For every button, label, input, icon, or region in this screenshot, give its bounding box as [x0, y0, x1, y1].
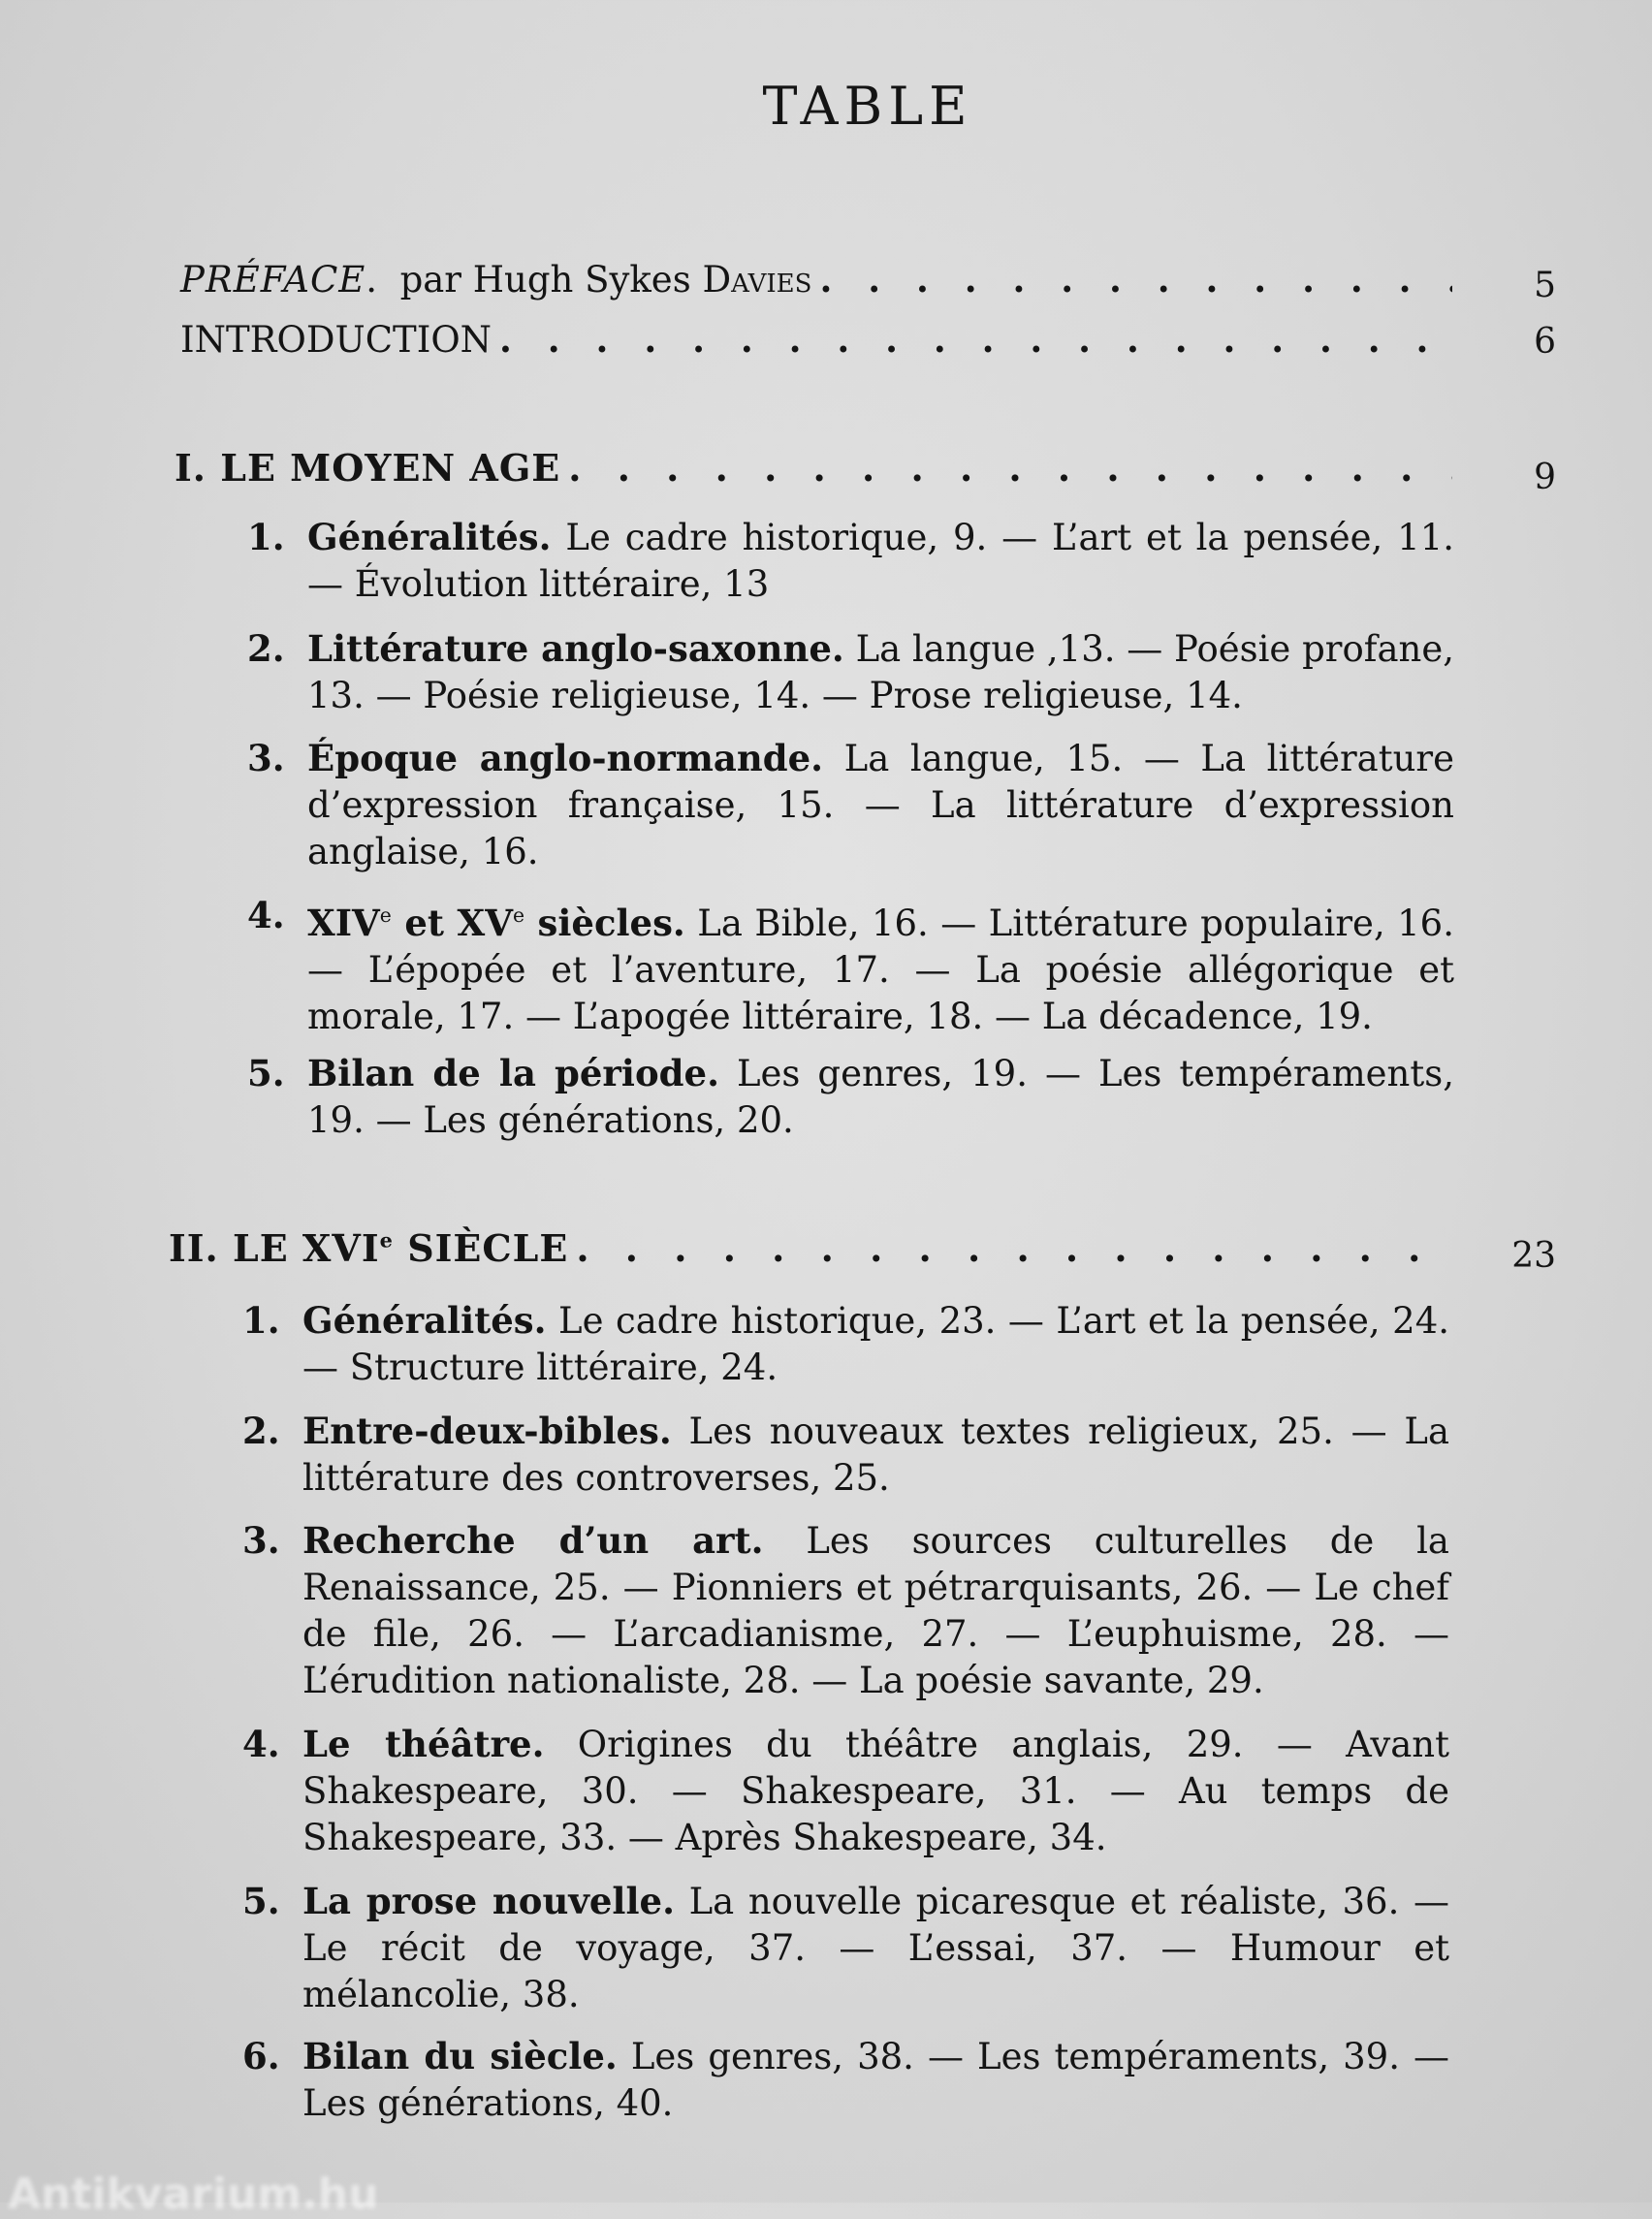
- entry-text: Le cadre historique, 9. — L’art et la pensée, 11. — Évolution littéraire, 13: [307, 517, 1455, 605]
- part-title: I. LE MOYEN AGE: [175, 446, 561, 490]
- toc-entry: [247, 1050, 1454, 1144]
- entry-heading: Généralités.: [302, 1299, 547, 1342]
- entry-text: Les genres, 38. — Les tempéraments, 39. — Les générations, 40.: [302, 2036, 1450, 2124]
- toc-entry: [242, 2033, 1449, 2127]
- entry-text: Le cadre historique, 23. — L’art et la pensée, 24. — Structure littéraire, 24.: [302, 1300, 1449, 1388]
- preface-label: PRÉFACE: [180, 259, 366, 301]
- entry-number: 2.: [247, 627, 285, 670]
- entry-number: 5.: [242, 1880, 280, 1922]
- entry-number: 1.: [242, 1299, 280, 1342]
- entry-heading: Entre-deux-bibles.: [302, 1410, 672, 1452]
- toc-label: PRÉFACE. par Hugh Sykes Davies: [180, 259, 812, 301]
- part-heading-1: [175, 446, 1458, 490]
- entry-heading: La prose nouvelle.: [302, 1880, 675, 1922]
- page-number: 5: [1534, 266, 1556, 305]
- page-number: 23: [1511, 1236, 1556, 1276]
- entry-number: 3.: [242, 1519, 280, 1562]
- entry-number: 4.: [247, 894, 285, 936]
- entry-number: 4.: [242, 1723, 280, 1765]
- entry-text: La nouvelle picaresque et réaliste, 36. — Le récit de voyage, 37. — L’essai, 37. — Humour et mélancolie, 38.: [302, 1881, 1449, 2015]
- entry-text: La Bible, 16. — Littérature populaire, 16. — L’épopée et l’aventure, 17. — La poésie allégorique et morale, 17. — L’apogée littéraire, 18. — La décadence, 19.: [307, 903, 1454, 1038]
- part-heading-2: [169, 1226, 1446, 1270]
- dot-leader: [499, 318, 1452, 361]
- entry-heading: Bilan de la période.: [307, 1052, 719, 1094]
- page-number: 9: [1534, 458, 1556, 497]
- page-number: 6: [1534, 322, 1556, 362]
- part-title: II. LE XVIe SIÈCLE: [169, 1226, 569, 1270]
- entry-heading: XIVe et XVe siècles.: [307, 902, 685, 945]
- entry-heading: Le théâtre.: [302, 1723, 545, 1765]
- page-title: TABLE: [762, 76, 973, 137]
- toc-entry: [242, 1408, 1449, 1502]
- entry-number: 6.: [242, 2035, 280, 2077]
- toc-entry: [242, 1297, 1449, 1391]
- entry-text: La langue, 15. — La littérature d’expression française, 15. — La littérature d’expression anglaise, 16.: [307, 738, 1454, 872]
- entry-heading: Littérature anglo-saxonne.: [307, 627, 844, 670]
- dot-leader: [819, 258, 1452, 301]
- entry-heading: Recherche d’un art.: [302, 1519, 764, 1562]
- preface-author-prefix: par Hugh Sykes: [399, 259, 691, 301]
- toc-line-preface: [180, 258, 1458, 301]
- entry-heading: Époque anglo-normande.: [307, 737, 824, 779]
- entry-text: Les nouveaux textes religieux, 25. — La littérature des controverses, 25.: [302, 1411, 1449, 1499]
- entry-text: Les genres, 19. — Les tempéraments, 19. — Les générations, 20.: [307, 1053, 1455, 1141]
- dot-leader: [576, 1226, 1441, 1270]
- watermark: Antikvarium.hu: [8, 2170, 379, 2219]
- entry-text: La langue ,13. — Poésie profane, 13. — Poésie religieuse, 14. — Prose religieuse, 14.: [307, 628, 1454, 716]
- toc-entry: [247, 892, 1454, 1040]
- toc-entry: [242, 1721, 1449, 1861]
- entry-text: Origines du théâtre anglais, 29. — Avant Shakespeare, 30. — Shakespeare, 31. — Au temps de Shakespeare, 33. — Après Shakespeare, 34.: [302, 1724, 1450, 1858]
- toc-entry: [247, 625, 1454, 719]
- dot-leader: [568, 446, 1452, 490]
- entry-heading: Bilan du siècle.: [302, 2035, 618, 2077]
- entry-heading: Généralités.: [307, 516, 552, 558]
- toc-entry: [242, 1878, 1449, 2018]
- entry-number: 5.: [247, 1052, 285, 1094]
- toc-entry: [242, 1517, 1449, 1704]
- entry-number: 2.: [242, 1410, 280, 1452]
- toc-line-introduction: [180, 318, 1458, 361]
- toc-entry: [247, 735, 1454, 875]
- entry-text: Les sources culturelles de la Renaissance, 25. — Pionniers et pétrarquisants, 26. — Le chef de file, 26. — L’arcadianisme, 27. — L’euphuisme, 28. — L’érudition nationaliste, 28. — La poésie savante, 29.: [302, 1520, 1449, 1701]
- preface-author-surname: Davies: [702, 259, 812, 301]
- toc-entry: [247, 514, 1454, 608]
- entry-number: 1.: [247, 516, 285, 558]
- introduction-label: INTRODUCTION: [180, 319, 492, 361]
- entry-number: 3.: [247, 737, 285, 779]
